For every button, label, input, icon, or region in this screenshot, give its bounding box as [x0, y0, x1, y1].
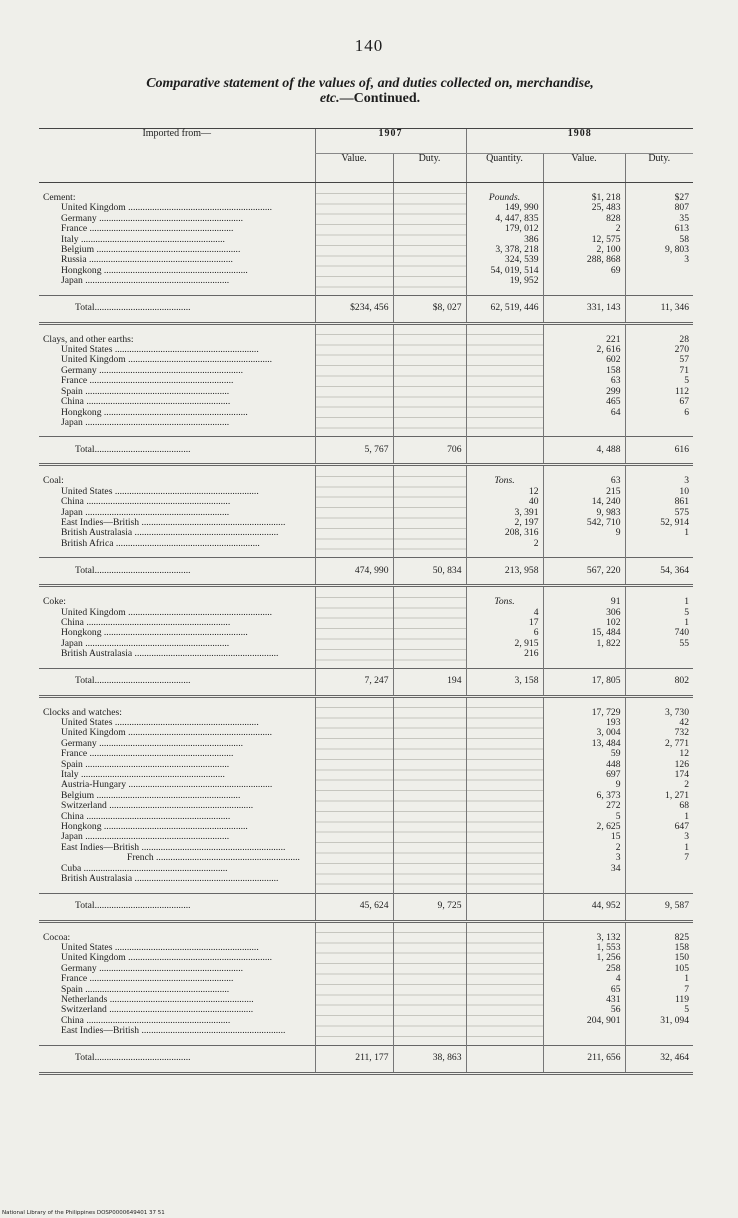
quantity-cell: 208, 316	[504, 527, 539, 539]
country-name: Japan ............................................................	[61, 638, 230, 649]
total-duty-1907: 194	[393, 668, 466, 696]
total-value-1907: 211, 177	[315, 1045, 393, 1073]
value-cell: 3, 004	[596, 727, 621, 739]
total-row	[39, 893, 693, 921]
blank-1907-value	[315, 183, 393, 296]
value-column	[543, 465, 625, 558]
duty-cell: 1	[684, 527, 690, 539]
value-cell: 64	[610, 406, 621, 418]
duty-cell: 1	[684, 841, 690, 853]
quantity-cell: 2, 915	[514, 637, 539, 649]
quantity-cell: 149, 990	[504, 202, 539, 214]
blank-1907-value	[315, 586, 393, 668]
quantity-cell: 2	[533, 537, 539, 549]
total-quantity-1908	[466, 1045, 543, 1073]
quantity-cell: 3, 378, 218	[495, 244, 539, 256]
header-year-1907: 1907	[315, 129, 466, 154]
country-name: United Kingdom ............................................................	[61, 953, 273, 964]
duty-cell: 1, 271	[665, 789, 690, 801]
country-name: East Indies—British ............................................................	[61, 1026, 286, 1037]
section-row	[39, 696, 693, 893]
value-cell: 2, 100	[596, 244, 621, 256]
country-name: United Kingdom ............................................................	[61, 203, 273, 214]
country-name: United Kingdom ............................................................	[61, 355, 273, 366]
value-cell: 6, 373	[596, 789, 621, 801]
total-row	[39, 668, 693, 696]
blank-1907-value	[315, 465, 393, 558]
total-row	[39, 558, 693, 586]
section-row	[39, 465, 693, 558]
value-cell: 9	[615, 779, 621, 791]
country-name: United Kingdom ............................................................	[61, 728, 273, 739]
value-cell: 17, 729	[591, 706, 621, 718]
title-line-2-italic: etc.	[319, 91, 340, 106]
country-name: China ............................................................	[61, 397, 231, 408]
value-cell: 2, 616	[596, 344, 621, 356]
value-cell: 65	[610, 983, 621, 995]
country-name: East Indies—British ............................................................	[61, 517, 286, 528]
total-duty-1908: 54, 364	[625, 558, 693, 586]
duty-cell: 5	[684, 1004, 690, 1016]
value-cell: 3	[615, 852, 621, 864]
quantity-cell: 54, 019, 514	[490, 264, 539, 276]
header-1907-duty: Duty.	[393, 154, 466, 183]
country-name: Japan ............................................................	[61, 507, 230, 518]
value-cell: 63	[610, 475, 621, 487]
duty-cell: 9, 803	[665, 244, 690, 256]
duty-cell: 1	[684, 596, 690, 608]
duty-cell: 825	[674, 931, 690, 943]
total-value-1908: 4, 488	[543, 437, 625, 465]
title-line-2-rest: —Continued.	[339, 91, 421, 106]
duty-cell: 119	[674, 993, 690, 1005]
duty-cell: 807	[674, 202, 690, 214]
total-duty-1907: 50, 834	[393, 558, 466, 586]
country-name: Cuba ............................................................	[61, 863, 228, 874]
quantity-cell: 179, 012	[504, 223, 539, 235]
duty-cell: 1	[684, 616, 690, 628]
unit-label: Tons.	[494, 475, 515, 487]
value-cell: 1, 256	[596, 952, 621, 964]
header-1908-value: Value.	[543, 154, 625, 183]
section-row	[39, 586, 693, 668]
value-cell: 1, 822	[596, 637, 621, 649]
value-cell: 25, 483	[591, 202, 621, 214]
duty-column	[625, 465, 693, 558]
country-name: Japan ............................................................	[61, 417, 230, 428]
country-name: United States ............................................................	[61, 942, 259, 953]
country-name: Japan ............................................................	[61, 276, 230, 287]
duty-cell: 3	[684, 831, 690, 843]
page-number: 140	[354, 36, 384, 55]
quantity-cell: 2, 197	[514, 516, 539, 528]
value-cell: 697	[606, 769, 621, 781]
value-cell: 542, 710	[586, 516, 621, 528]
duty-cell: 1	[684, 973, 690, 985]
quantity-column	[466, 323, 543, 437]
country-name: British Australasia ............................................................	[61, 649, 279, 660]
total-quantity-1908: 3, 158	[466, 668, 543, 696]
duty-cell: 12	[679, 748, 690, 760]
country-name: China ............................................................	[61, 497, 231, 508]
blank-1907-duty	[393, 921, 466, 1045]
country-name: United Kingdom ............................................................	[61, 607, 273, 618]
value-column	[543, 323, 625, 437]
value-cell: 602	[606, 354, 621, 366]
total-value-1907: 5, 767	[315, 437, 393, 465]
duty-cell: 2, 771	[665, 737, 690, 749]
total-value-1907: 474, 990	[315, 558, 393, 586]
country-name: British Africa ............................................................	[61, 538, 260, 549]
total-row	[39, 1045, 693, 1073]
total-quantity-1908: 213, 958	[466, 558, 543, 586]
country-name: Hongkong ............................................................	[61, 628, 248, 639]
title-line-1: Comparative statement of the values of, and duties collected on, merchandise,	[146, 76, 594, 91]
value-cell: 2	[615, 841, 621, 853]
blank-1907-duty	[393, 465, 466, 558]
duty-cell: 3, 730	[665, 706, 690, 718]
country-name: Belgium ............................................................	[61, 790, 241, 801]
country-name: Italy ............................................................	[61, 234, 225, 245]
footer-credit: National Library of the Philippines DOSP0000649401 37 51	[2, 1210, 165, 1216]
duty-column	[625, 921, 693, 1045]
country-name: United States ............................................................	[61, 486, 259, 497]
quantity-column	[466, 696, 543, 893]
quantity-cell: 40	[528, 496, 539, 508]
duty-cell: 150	[674, 952, 690, 964]
country-name: Switzerland ............................................................	[61, 801, 254, 812]
country-name: Austria-Hungary ............................................................	[61, 780, 273, 791]
value-cell: 12, 575	[591, 233, 621, 245]
duty-cell: 5	[684, 606, 690, 618]
value-cell: 4	[615, 973, 621, 985]
country-name: Germany ............................................................	[61, 963, 244, 974]
section-row	[39, 183, 693, 296]
quantity-cell: 6	[533, 627, 539, 639]
duty-cell: 1	[684, 810, 690, 822]
value-cell: 2, 625	[596, 821, 621, 833]
country-name: China ............................................................	[61, 1015, 231, 1026]
total-row	[39, 437, 693, 465]
duty-cell: 71	[679, 364, 690, 376]
duty-cell: 52, 914	[660, 516, 690, 528]
section-row	[39, 921, 693, 1045]
quantity-cell: 4, 447, 835	[495, 212, 539, 224]
value-cell: 91	[610, 596, 621, 608]
unit-label: Tons.	[494, 596, 515, 608]
section-countries	[39, 921, 315, 1045]
duty-cell: 270	[674, 344, 690, 356]
duty-cell: 3	[684, 475, 690, 487]
country-name: France ............................................................	[61, 376, 234, 387]
duty-cell: 613	[674, 223, 690, 235]
value-cell: 299	[606, 385, 621, 397]
country-name: Switzerland ............................................................	[61, 1005, 254, 1016]
duty-column	[625, 586, 693, 668]
value-cell: 15	[610, 831, 621, 843]
duty-cell: 68	[679, 800, 690, 812]
total-quantity-1908	[466, 437, 543, 465]
country-name: Germany ............................................................	[61, 365, 244, 376]
duty-cell: 6	[684, 406, 690, 418]
total-duty-1907: 38, 863	[393, 1045, 466, 1073]
total-duty-1908: 11, 346	[625, 295, 693, 323]
duty-cell: 732	[674, 727, 690, 739]
category-label: Clays, and other earths:	[43, 333, 134, 345]
country-name: United States ............................................................	[61, 718, 259, 728]
table-title	[40, 76, 700, 106]
value-cell: 465	[606, 396, 621, 408]
total-duty-1907: 9, 725	[393, 893, 466, 921]
category-label: Clocks and watches:	[43, 706, 122, 718]
duty-cell: 58	[679, 233, 690, 245]
country-name: Belgium ............................................................	[61, 245, 241, 256]
value-cell: 215	[606, 485, 621, 497]
country-name: Spain ............................................................	[61, 984, 230, 995]
value-cell: 2	[615, 223, 621, 235]
value-cell: 9	[615, 527, 621, 539]
blank-1907-duty	[393, 586, 466, 668]
quantity-cell: 324, 539	[504, 254, 539, 266]
value-cell: 272	[606, 800, 621, 812]
quantity-cell: 19, 952	[509, 275, 539, 287]
duty-cell: 35	[679, 212, 690, 224]
value-cell: $1, 218	[591, 192, 621, 203]
total-label: Total........................................	[39, 668, 315, 696]
total-value-1908: 211, 656	[543, 1045, 625, 1073]
total-quantity-1908: 62, 519, 446	[466, 295, 543, 323]
category-label: Cocoa:	[43, 931, 71, 943]
header-year-1908: 1908	[466, 129, 693, 154]
country-name: Spain ............................................................	[61, 759, 230, 770]
duty-cell: 861	[674, 496, 690, 508]
total-value-1907: 7, 247	[315, 668, 393, 696]
value-cell: 14, 240	[591, 496, 621, 508]
duty-column	[625, 696, 693, 893]
quantity-column	[466, 586, 543, 668]
header-1907-value: Value.	[315, 154, 393, 183]
total-value-1908: 331, 143	[543, 295, 625, 323]
duty-cell: 57	[679, 354, 690, 366]
duty-cell: 174	[674, 769, 690, 781]
value-cell: 204, 901	[586, 1014, 621, 1026]
value-cell: 69	[610, 264, 621, 276]
duty-cell: $27	[674, 192, 690, 203]
section-countries	[39, 586, 315, 668]
total-value-1908: 567, 220	[543, 558, 625, 586]
country-name: Spain ............................................................	[61, 386, 230, 397]
blank-1907-duty	[393, 323, 466, 437]
country-name: British Australasia ............................................................	[61, 874, 279, 885]
blank-1907-value	[315, 921, 393, 1045]
duty-column	[625, 183, 693, 296]
country-name: Germany ............................................................	[61, 213, 244, 224]
total-row	[39, 295, 693, 323]
value-cell: 9, 983	[596, 506, 621, 518]
duty-cell: 7	[684, 852, 690, 864]
quantity-cell: 386	[524, 233, 539, 245]
section-countries	[39, 183, 315, 296]
country-name: Hongkong ............................................................	[61, 407, 248, 418]
duty-cell: 105	[674, 962, 690, 974]
country-name: East Indies—British ............................................................	[61, 842, 286, 853]
category-label: Coke:	[43, 596, 66, 608]
category-label: Coal:	[43, 475, 64, 487]
total-value-1908: 44, 952	[543, 893, 625, 921]
value-cell: 306	[606, 606, 621, 618]
value-cell: 63	[610, 375, 621, 387]
blank-1907-value	[315, 323, 393, 437]
value-cell: 288, 868	[586, 254, 621, 266]
value-cell: 13, 484	[591, 737, 621, 749]
country-name: Hongkong ............................................................	[61, 265, 248, 276]
duty-cell: 42	[679, 717, 690, 728]
quantity-cell: 3, 391	[514, 506, 539, 518]
section-countries	[39, 696, 315, 893]
duty-cell: 3	[684, 254, 690, 266]
country-name: Hongkong ............................................................	[61, 822, 248, 833]
country-name: British Australasia ............................................................	[61, 528, 279, 539]
value-column	[543, 921, 625, 1045]
value-column	[543, 183, 625, 296]
duty-cell: 28	[679, 333, 690, 345]
country-name: China ............................................................	[61, 811, 231, 822]
total-quantity-1908	[466, 893, 543, 921]
table-body	[39, 183, 693, 1074]
blank-1907-duty	[393, 183, 466, 296]
value-cell: 448	[606, 758, 621, 770]
country-name: Germany ............................................................	[61, 738, 244, 749]
quantity-cell: 12	[528, 485, 539, 497]
total-duty-1907: 706	[393, 437, 466, 465]
value-cell: 102	[606, 616, 621, 628]
quantity-cell: 17	[528, 616, 539, 628]
total-duty-1908: 616	[625, 437, 693, 465]
country-name: France ............................................................	[61, 224, 234, 235]
country-name: United States ............................................................	[61, 345, 259, 356]
quantity-column	[466, 183, 543, 296]
value-cell: 1, 553	[596, 941, 621, 953]
total-label: Total........................................	[39, 295, 315, 323]
total-duty-1908: 9, 587	[625, 893, 693, 921]
country-name: China ............................................................	[61, 617, 231, 628]
category-label: Cement:	[43, 192, 76, 203]
value-cell: 34	[610, 862, 621, 874]
duty-cell: 126	[674, 758, 690, 770]
total-label: Total........................................	[39, 893, 315, 921]
duty-cell: 10	[679, 485, 690, 497]
country-name: Italy ............................................................	[61, 770, 225, 781]
duty-cell: 31, 094	[660, 1014, 690, 1026]
value-cell: 59	[610, 748, 621, 760]
total-duty-1908: 32, 464	[625, 1045, 693, 1073]
duty-cell: 5	[684, 375, 690, 387]
country-name: Japan ............................................................	[61, 832, 230, 843]
duty-cell: 575	[674, 506, 690, 518]
value-cell: 193	[606, 717, 621, 728]
quantity-column	[466, 921, 543, 1045]
duty-cell: 67	[679, 396, 690, 408]
value-cell: 3, 132	[596, 931, 621, 943]
country-name: French ............................................................	[127, 853, 300, 864]
total-value-1907: $234, 456	[315, 295, 393, 323]
value-cell: 5	[615, 810, 621, 822]
total-label: Total........................................	[39, 1045, 315, 1073]
duty-cell: 112	[674, 385, 690, 397]
section-countries	[39, 465, 315, 558]
total-duty-1907: $8, 027	[393, 295, 466, 323]
value-cell: 56	[610, 1004, 621, 1016]
duty-cell: 647	[674, 821, 690, 833]
country-name: Russia ............................................................	[61, 255, 233, 266]
value-cell: 431	[606, 993, 621, 1005]
header-1908-duty: Duty.	[625, 154, 693, 183]
total-label: Total........................................	[39, 437, 315, 465]
comparative-statement-table	[39, 128, 693, 1075]
value-cell: 258	[606, 962, 621, 974]
duty-column	[625, 323, 693, 437]
value-column	[543, 696, 625, 893]
country-name: Netherlands ............................................................	[61, 994, 254, 1005]
section-row	[39, 323, 693, 437]
value-column	[543, 586, 625, 668]
header-imported-from: Imported from—	[39, 129, 315, 183]
quantity-cell: 4	[533, 606, 539, 618]
duty-cell: 55	[679, 637, 690, 649]
total-duty-1908: 802	[625, 668, 693, 696]
duty-cell: 158	[674, 941, 690, 953]
total-value-1907: 45, 624	[315, 893, 393, 921]
duty-cell: 2	[684, 779, 690, 791]
blank-1907-duty	[393, 696, 466, 893]
value-cell: 15, 484	[591, 627, 621, 639]
quantity-column	[466, 465, 543, 558]
total-label: Total........................................	[39, 558, 315, 586]
unit-label: Pounds.	[488, 192, 521, 203]
blank-1907-value	[315, 696, 393, 893]
value-cell: 221	[606, 333, 621, 345]
country-name: France ............................................................	[61, 749, 234, 760]
value-cell: 158	[606, 364, 621, 376]
duty-cell: 740	[674, 627, 690, 639]
value-cell: 828	[606, 212, 621, 224]
header-1908-quantity: Quantity.	[466, 154, 543, 183]
quantity-cell: 216	[524, 648, 539, 660]
total-value-1908: 17, 805	[543, 668, 625, 696]
section-countries	[39, 323, 315, 437]
duty-cell: 7	[684, 983, 690, 995]
country-name: France ............................................................	[61, 974, 234, 985]
